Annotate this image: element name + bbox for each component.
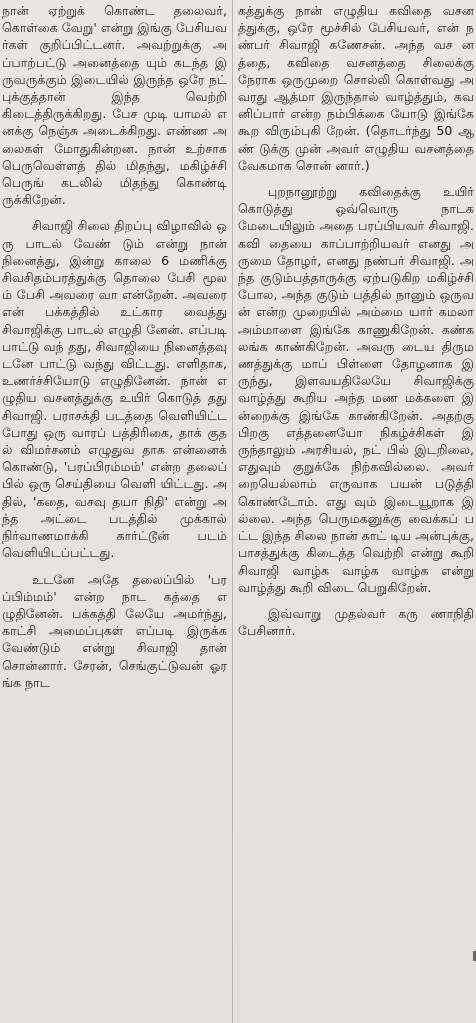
paragraph: கத்துக்கு நான் எழுதிய கவிதை வசனத்துக்கு, ஒரே மூச்சில் பேசியவர், என் நண்பர் சிவாஜி கணேசன். அந்த வச னத்தை, கவிதை வசனத்தை சிலைக்கு நேராக ஒருமுறை சொல்லி கொள்வது அவரது ஆத்மா இருந்தால் வாழ்த்தும், கவனிப்பார் என்ற நம்பிக்கை யோடு இங்கே கூற விரும்புகி றேன். (தொடர்ந்து 50 ஆண் டுக்கு முன் அவர் எழுதிய வசனத்தை வேகமாக சொன் னார்.) [238, 3, 474, 173]
paragraph: இவ்வாறு முதல்வர் கரு ணாநிதி பேசினார். [238, 605, 474, 639]
paragraph: உடனே அதே தலைப்பில் 'பரப்பிம்மம்' என்ற நாட கத்தை எழுதினேன். பக்கத்தி லேயே அமர்ந்து, காட்சி அமைப்புகள் எப்படி இருக்க வேண்டும் என்று சிவாஜி தான் சொன்னார். சேரன், செங்குட்டுவன் ஓரங்க நாட [2, 571, 227, 690]
paragraph: புறநானூற்று கவிதைக்கு உயிர் கொடுத்து ஒவ்வொரு நாடக மேடையிலும் அதை பரப்பியவர் சிவாஜி. கவி தையை காப்பாற்றியவர் எனது அருமை தோழர், எனது நண்பர் சிவாஜி. அந்த குடும்பத்தாருக்கு ஏற்படுகிற மகிழ்ச்சி போல, அந்த குடும் பத்தில் நானும் ஒருவன் என்ற முறையில் அம்மை யார் கமலா அம்மாளை இங்கே காணுகிறேன். கண்க லங்க காண்கிறேன். அவரு டைய திருமணத்துக்கு மாப் பிள்ளை தோழனாக இருந்து, இளவயதிலேயே சிவாஜிக்கு வாழ்த்து கூறிய அந்த மண மக்களை இன்றைக்கு இங்கே காண்கிறேன். அதற்கு பிறகு எத்தனையோ நிகழ்ச்சிகள் இருந்தாலும் அரசியல், நட் பில் இடறிலை, எதுவும் குறுக்கே நிற்கவில்லை. அவர் றையெல்லாம் எருவாக பயன் படுத்தி கொண்டோம். எது வும் இடையூறாக இல்லை. அந்த பெருமகனுக்கு வைக்கப் பட்ட இந்த சிலை நான் காட் டிய அன்புக்கு, பாசத்துக்கு கிடைத்த வெற்றி என்று கூறி சிவாஜி வாழ்க வாழ்க வாழ்க என்று வாழ்த்து கூறி விடை பெறுகிறேன். [238, 184, 474, 595]
left-column [2, 2, 227, 1020]
paragraph: சிவாஜி சிலை திறப்பு விழாவில் ஒரு பாடல் வேண் டும் என்று நான் நினைத்து, இன்று காலை 6 மணிக்கு சிவசிதம்பரத்துக்கு தொலை பேசி மூலம் பேசி அவரை வா என்றேன். அவரை என் பக்கத்தில் உட்கார வைத்து சிவாஜிக்கு பாடல் எழுதி னேன். எப்படி பாட்டு வந் தது, சிவாஜியை நினைத்தவு டனே பாட்டு வந்து விட்டது. எளிதாக, உணர்ச்சியோடு எழுதினேன். நான் எழுதிய வசனத்துக்கு உயிர் கொடுத் தது சிவாஜி. பராசக்தி படத்தை வெளியிட்ட போது ஒரு வாரப் பத்திரிகை, தாக் குதல் விமர்சனம் எழுதுவ தாக என்னைக் கொண்டு, 'பரப்பிரம்மம்' என்ற தலைப் பில் ஒரு செய்தியை வெளி யிட்டது. அதில், 'கதை, வசவு தயா நிதி' என்று அந்த அட்டை படத்தில் முக்கால் நிர்வாணமாக்கி கார்ட்டூன் படம் வெளியிடப்பட்டது. [2, 218, 227, 561]
column-divider [232, 0, 233, 1023]
right-column [238, 2, 474, 1020]
paragraph: நான் ஏற்றுக் கொண்ட தலைவர், கொள்கை வேறு' என்று இங்கு பேசியவர்கள் குறிப்பிட்டனர். அவற்றுக்கு அப்பாற்பட்டு அனைத்தை யும் கடந்த இருவருக்கும் இடையில் இருந்த ஒரே நட் புக்குத்தான் இந்த வெற்றி கிடைத்திருக்கிறது. பேச முடி யாமல் எனக்கு நெஞ்சு அடைக்கிறது. எண்ண அலைகள் மோதுகின்றன. நான் உற்சாக பெருவெள்ளத் தில் மிதந்து, மகிழ்ச்சி பெருங் கடலில் மிதந்து கொண்டி ருக்கிறேன். [2, 3, 227, 208]
